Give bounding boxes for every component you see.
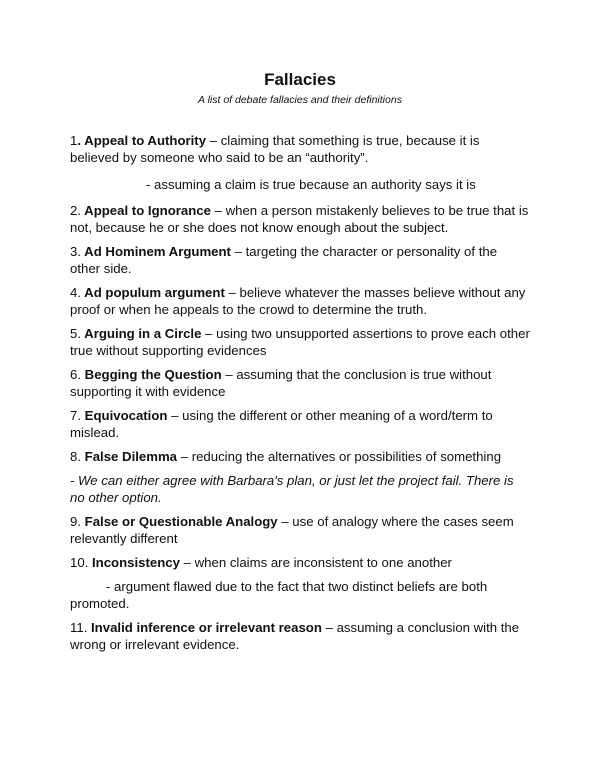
fallacy-entry-ad-populum (70, 284, 530, 318)
entry-number: 11. (70, 620, 88, 635)
entry-term: Inconsistency (88, 555, 180, 570)
entry-number: 4. (70, 285, 81, 300)
entry-term: Ad populum argument (81, 285, 225, 300)
fallacy-entry-ad-hominem (70, 243, 530, 277)
entry-definition: – reducing the alternatives or possibilities of something (177, 449, 502, 464)
document-subtitle: A list of debate fallacies and their definitions (198, 94, 402, 106)
entry-term: False or Questionable Analogy (81, 514, 278, 529)
fallacy-entry-arguing-in-a-circle (70, 325, 530, 359)
entry-definition: – assuming a conclusion with the wrong or irrelevant evidence. (70, 620, 520, 652)
entry-note: - assuming a claim is true because an authority says it is (146, 177, 476, 192)
fallacy-entry-begging-the-question (70, 366, 530, 400)
fallacy-entry-questionable-analogy (70, 513, 530, 547)
entry-term: False Dilemma (81, 449, 178, 464)
fallacy-entry-equivocation (70, 407, 530, 441)
fallacy-entry-false-dilemma (70, 448, 530, 465)
entry-definition: – use of analogy where the cases seem relevantly different (70, 514, 514, 546)
fallacy-list (70, 132, 530, 660)
entry-number: 7. (70, 408, 81, 423)
entry-example: - We can either agree with Barbara's plan, or just let the project fail. There is no other option. (70, 473, 514, 505)
entry-definition: – using the different or other meaning of a word/term to mislead. (70, 408, 493, 440)
entry-definition: – targeting the character or personality of the other side. (70, 244, 498, 276)
entry-definition: – assuming that the conclusion is true without supporting it with evidence (70, 367, 492, 399)
entry-term: . Appeal to Authority (77, 133, 207, 148)
entry-term: Ad Hominem Argument (81, 244, 231, 259)
fallacy-entry-appeal-to-authority (70, 132, 530, 166)
fallacy-entry-appeal-to-ignorance (70, 202, 530, 236)
entry-note: - argument flawed due to the fact that two distinct beliefs are both promoted. (70, 579, 488, 611)
entry-number: 10. (70, 555, 89, 570)
fallacy-entry-inconsistency (70, 554, 530, 571)
fallacy-entry-invalid-inference (70, 619, 530, 653)
entry-number: 6. (70, 367, 81, 382)
entry-number: 8. (70, 449, 81, 464)
entry-definition: – claiming that something is true, because it is believed by someone who said to be an “authority”. (70, 133, 480, 165)
entry-number: 3. (70, 244, 81, 259)
entry-number: 5. (70, 326, 81, 341)
entry-term: Begging the Question (81, 367, 222, 382)
entry-definition: – when claims are inconsistent to one another (179, 555, 452, 570)
entry-definition: – when a person mistakenly believes to be true that is not, because he or she does not know enough about the subject. (70, 203, 529, 235)
entry-term: Invalid inference or irrelevant reason (87, 620, 322, 635)
entry-definition: – using two unsupported assertions to prove each other true without supporting evidences (70, 326, 530, 358)
document-title: Fallacies (264, 70, 336, 89)
entry-definition: – believe whatever the masses believe without any proof or when he appeals to the crowd to determine the truth. (70, 285, 526, 317)
entry-term: Arguing in a Circle (81, 326, 202, 341)
entry-number: 1 (70, 133, 78, 148)
entry-number: 9. (70, 514, 81, 529)
entry-term: Appeal to Ignorance (81, 203, 211, 218)
entry-term: Equivocation (81, 408, 168, 423)
entry-number: 2. (70, 203, 81, 218)
